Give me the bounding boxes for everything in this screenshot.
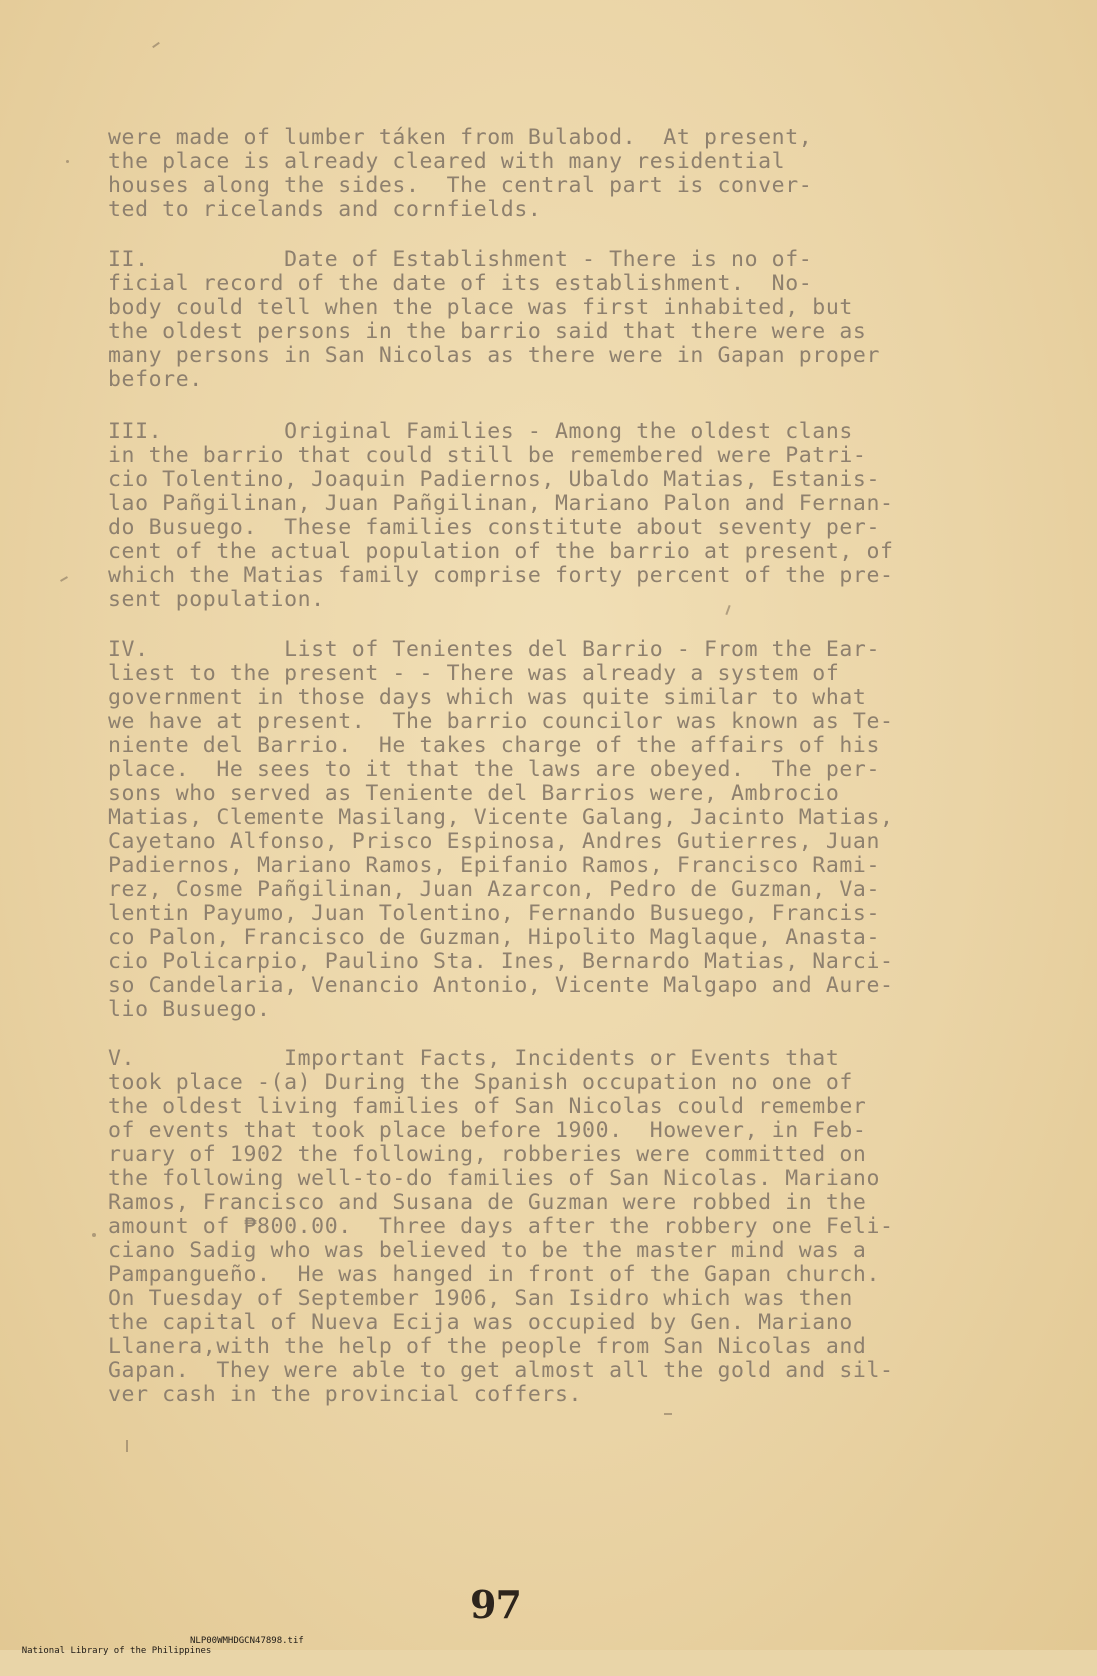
typed-line: ted to ricelands and cornfields.	[108, 197, 542, 222]
pen-mark	[92, 1233, 96, 1237]
typed-line: Pampangueño. He was hanged in front of the Gapan church.	[108, 1262, 881, 1287]
typed-line: many persons in San Nicolas as there were in Gapan proper	[108, 343, 881, 368]
typed-line: IV. List of Tenientes del Barrio - From the Ear-	[108, 637, 881, 662]
typed-line: do Busuego. These families constitute about seventy per-	[108, 515, 881, 540]
typed-line: sons who served as Teniente del Barrios were, Ambrocio	[108, 781, 840, 806]
typed-line: the oldest living families of San Nicolas could remember	[108, 1094, 867, 1119]
scan-footer	[0, 1636, 304, 1676]
typed-line: the capital of Nueva Ecija was occupied by Gen. Mariano	[108, 1310, 853, 1335]
pen-mark	[126, 1440, 128, 1452]
typed-line: liest to the present - - There was already a system of	[108, 661, 840, 686]
typed-line: lao Pañgilinan, Juan Pañgilinan, Mariano Palon and Fernan-	[108, 491, 894, 516]
typed-line: before.	[108, 367, 203, 392]
typed-line: Padiernos, Mariano Ramos, Epifanio Ramos, Francisco Rami-	[108, 853, 881, 878]
typed-line: lentin Payumo, Juan Tolentino, Fernando Busuego, Francis-	[108, 901, 881, 926]
typed-line: the place is already cleared with many residential	[108, 149, 786, 174]
page-number: 97	[470, 1582, 521, 1627]
typed-line: ver cash in the provincial coffers.	[108, 1382, 583, 1407]
typed-line: rez, Cosme Pañgilinan, Juan Azarcon, Pedro de Guzman, Va-	[108, 877, 881, 902]
typed-line: houses along the sides. The central part is conver-	[108, 173, 813, 198]
typed-line: ruary of 1902 the following, robberies were committed on	[108, 1142, 867, 1167]
typed-line: lio Busuego.	[108, 997, 271, 1022]
typed-line: Llanera,with the help of the people from San Nicolas and	[108, 1334, 867, 1359]
typed-line: we have at present. The barrio councilor was known as Te-	[108, 709, 894, 734]
typed-line: II. Date of Establishment - There is no of-	[108, 247, 813, 272]
typed-line: the oldest persons in the barrio said that there were as	[108, 319, 867, 344]
typed-line: the following well-to-do families of San Nicolas. Mariano	[108, 1166, 881, 1191]
typed-line: cio Tolentino, Joaquin Padiernos, Ubaldo Matias, Estanis-	[108, 467, 881, 492]
typed-line: ciano Sadig who was believed to be the master mind was a	[108, 1238, 867, 1263]
typed-line: Matias, Clemente Masilang, Vicente Galang, Jacinto Matias,	[108, 805, 894, 830]
typed-line: V. Important Facts, Incidents or Events that	[108, 1046, 840, 1071]
typed-line: were made of lumber táken from Bulabod. At present,	[108, 125, 813, 150]
typed-line: Cayetano Alfonso, Prisco Espinosa, Andres Gutierres, Juan	[108, 829, 881, 854]
typed-line: government in those days which was quite similar to what	[108, 685, 867, 710]
typed-line: which the Matias family comprise forty percent of the pre-	[108, 563, 894, 588]
typed-line: ficial record of the date of its establishment. No-	[108, 271, 813, 296]
pen-mark	[60, 576, 68, 582]
pen-mark	[152, 42, 160, 48]
pen-mark	[66, 160, 69, 163]
typed-line: cent of the actual population of the barrio at present, of	[108, 539, 894, 564]
typed-line: Ramos, Francisco and Susana de Guzman were robbed in the	[108, 1190, 867, 1215]
typed-line: so Candelaria, Venancio Antonio, Vicente Malgapo and Aure-	[108, 973, 894, 998]
typed-line: amount of ₱800.00. Three days after the robbery one Feli-	[108, 1214, 894, 1239]
footer-library: National Library of the Philippines	[21, 1646, 212, 1656]
typed-line: took place -(a) During the Spanish occupation no one of	[108, 1070, 853, 1095]
pen-mark	[664, 1413, 672, 1415]
typed-line: III. Original Families - Among the oldest clans	[108, 419, 853, 444]
footer-filename: NLP00WMHDGCN47898.tif	[190, 1636, 304, 1646]
typed-line: Gapan. They were able to get almost all the gold and sil-	[108, 1358, 894, 1383]
typed-line: co Palon, Francisco de Guzman, Hipolito Maglaque, Anasta-	[108, 925, 881, 950]
typed-line: body could tell when the place was first inhabited, but	[108, 295, 853, 320]
typed-line: sent population.	[108, 587, 325, 612]
pen-mark	[725, 605, 730, 615]
typed-line: in the barrio that could still be remembered were Patri-	[108, 443, 867, 468]
typed-line: On Tuesday of September 1906, San Isidro which was then	[108, 1286, 853, 1311]
typed-line: of events that took place before 1900. However, in Feb-	[108, 1118, 867, 1143]
typed-line: cio Policarpio, Paulino Sta. Ines, Bernardo Matias, Narci-	[108, 949, 894, 974]
typed-line: niente del Barrio. He takes charge of the affairs of his	[108, 733, 881, 758]
typed-line: place. He sees to it that the laws are obeyed. The per-	[108, 757, 881, 782]
